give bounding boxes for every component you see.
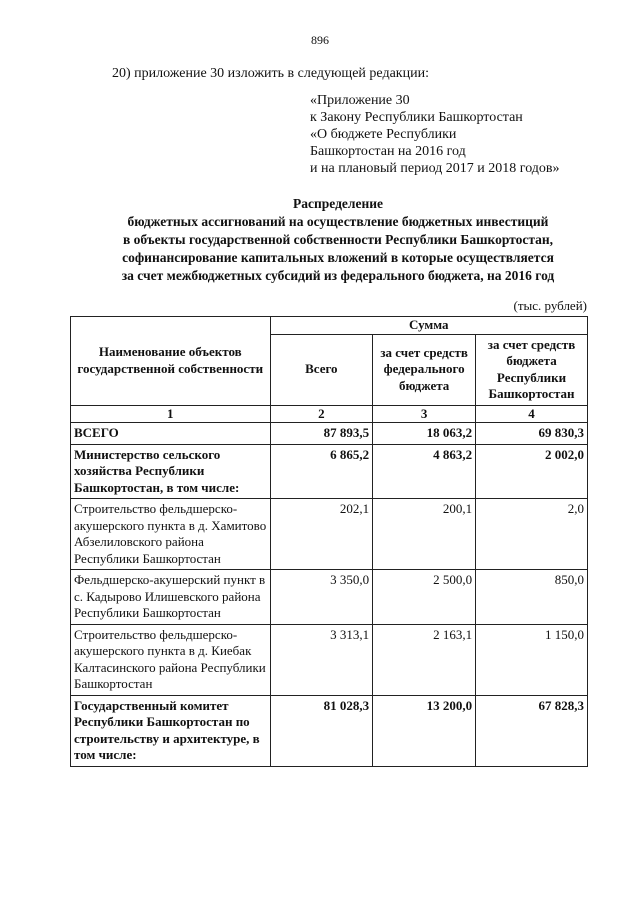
row-name: ВСЕГО [71,423,271,445]
column-number: 1 [71,405,271,423]
row-federal: 2 500,0 [373,570,476,625]
units-label: (тыс. рублей) [513,298,587,313]
appendix-line: «О бюджете Республики [310,127,457,142]
column-numbers-row [71,405,588,423]
row-regional: 2 002,0 [476,444,588,499]
budget-table [70,316,588,767]
table-row [71,624,588,695]
row-total: 3 350,0 [270,570,373,625]
page-number: 896 [311,33,329,47]
header-federal: за счет средств федерального бюджета [373,334,476,405]
document-heading [60,195,616,285]
row-name: Фельдшерско-акушерский пункт в с. Кадырово Илишевского района Республики Башкортостан [71,570,271,625]
header-object-name: Наименование объектов государственной собственности [71,317,271,406]
table-row [71,423,588,445]
appendix-line: к Закону Республики Башкортостан [310,110,523,125]
heading-line: бюджетных ассигнований на осуществление бюджетных инвестиций [127,214,549,229]
appendix-line: и на плановый период 2017 и 2018 годов» [310,161,560,176]
row-regional: 67 828,3 [476,695,588,766]
row-federal: 13 200,0 [373,695,476,766]
header-total: Всего [270,334,373,405]
row-name: Государственный комитет Республики Башкортостан по строительству и архитектуре, в том числе: [71,695,271,766]
row-regional: 69 830,3 [476,423,588,445]
table-row [71,499,588,570]
heading-line: в объекты государственной собственности Республики Башкортостан, [122,232,554,247]
heading-line: за счет межбюджетных субсидий из федерального бюджета, на 2016 год [121,268,555,283]
table-row [71,695,588,766]
header-sum: Сумма [270,317,587,335]
table-header-row [71,317,588,335]
appendix-line: «Приложение 30 [310,93,410,108]
header-regional: за счет средств бюджета Республики Башкортостан [476,334,588,405]
row-federal: 2 163,1 [373,624,476,695]
row-total: 87 893,5 [270,423,373,445]
row-federal: 18 063,2 [373,423,476,445]
row-total: 81 028,3 [270,695,373,766]
row-total: 3 313,1 [270,624,373,695]
row-total: 202,1 [270,499,373,570]
column-number: 4 [476,405,588,423]
column-number: 2 [270,405,373,423]
table-row [71,444,588,499]
appendix-reference [310,92,560,177]
row-federal: 4 863,2 [373,444,476,499]
heading-line: софинансирование капитальных вложений в которые осуществляется [122,250,554,265]
row-name: Строительство фельдшерско-акушерского пункта в д. Хамитово Абзелиловского района Республики Башкортостан [71,499,271,570]
row-regional: 2,0 [476,499,588,570]
column-number: 3 [373,405,476,423]
table-row [71,570,588,625]
appendix-line: Башкортостан на 2016 год [310,144,466,159]
row-federal: 200,1 [373,499,476,570]
row-regional: 1 150,0 [476,624,588,695]
row-name: Строительство фельдшерско-акушерского пункта в д. Киебак Калтасинского района Республики Башкортостан [71,624,271,695]
intro-text: 20) приложение 30 изложить в следующей редакции: [112,66,429,81]
row-regional: 850,0 [476,570,588,625]
heading-line: Распределение [292,196,384,211]
row-name: Министерство сельского хозяйства Республики Башкортостан, в том числе: [71,444,271,499]
row-total: 6 865,2 [270,444,373,499]
